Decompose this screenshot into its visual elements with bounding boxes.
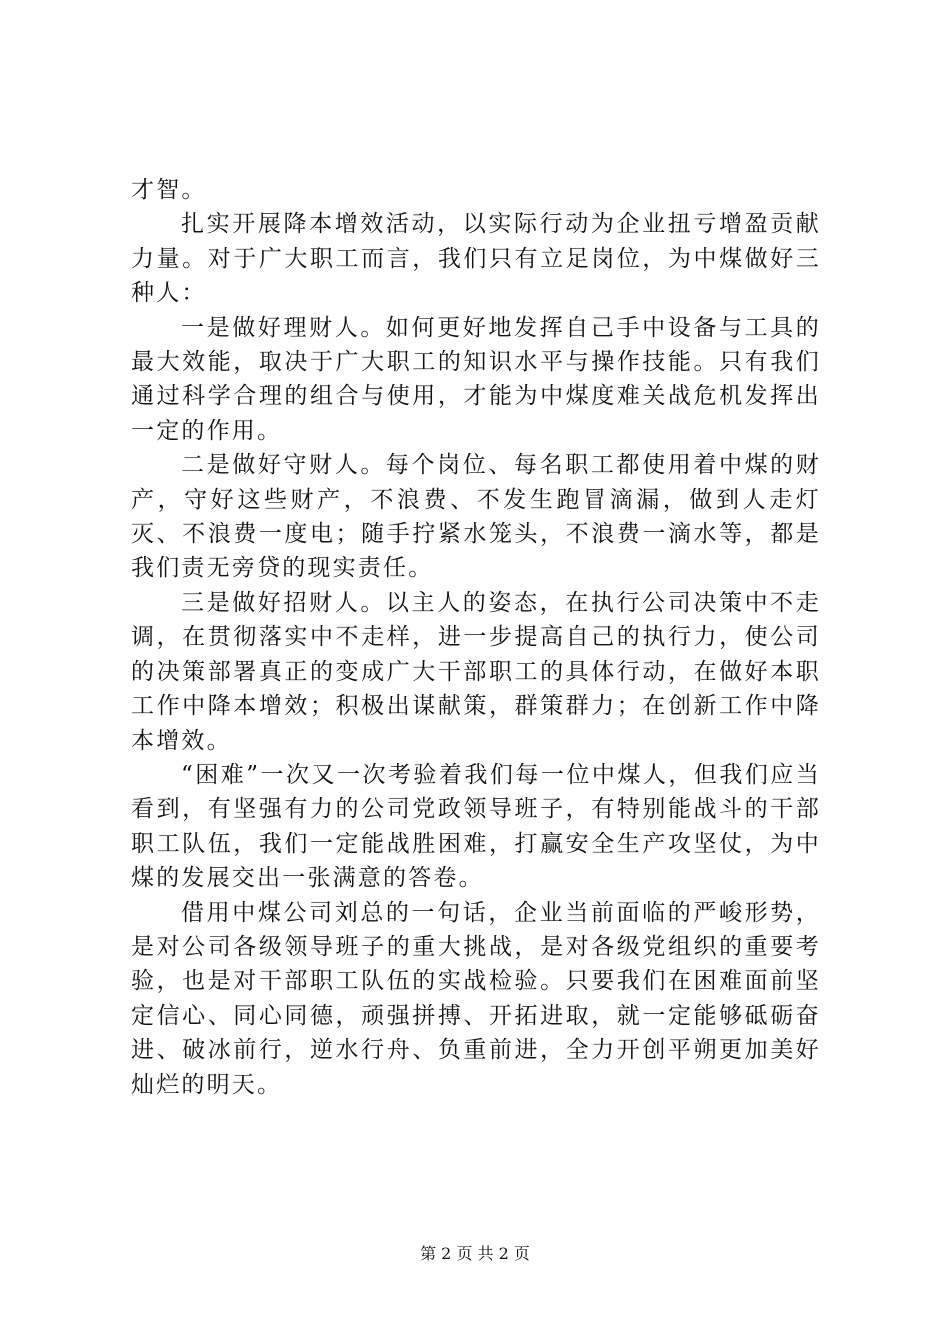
- document-body: [131, 173, 821, 1102]
- paragraph: “困难”一次又一次考验着我们每一位中煤人，但我们应当看到，有坚强有力的公司党政领导班子，有特别能战斗的干部职工队伍，我们一定能战胜困难，打赢安全生产攻坚仗，为中煤的发展交出一张满意的答卷。: [131, 761, 821, 892]
- page-number-footer: 第 2 页 共 2 页: [420, 1244, 530, 1263]
- paragraph-continuation: 才智。: [131, 177, 207, 203]
- paragraph: 扎实开展降本增效活动，以实际行动为企业扭亏增盈贡献力量。对于广大职工而言，我们只有立足岗位，为中煤做好三种人：: [131, 211, 821, 307]
- paragraph: 借用中煤公司刘总的一句话，企业当前面临的严峻形势，是对公司各级领导班子的重大挑战，是对各级党组织的重要考验，也是对干部职工队伍的实战检验。只要我们在困难面前坚定信心、同心同德，顽强拼搏、开拓进取，就一定能够砥砺奋进、破冰前行，逆水行舟、负重前进，全力开创平朔更加美好灿烂的明天。: [131, 899, 821, 1098]
- paragraph: 一是做好理财人。如何更好地发挥自己手中设备与工具的最大效能，取决于广大职工的知识水平与操作技能。只有我们通过科学合理的组合与使用，才能为中煤度难关战危机发挥出一定的作用。: [131, 314, 821, 444]
- paragraph: 二是做好守财人。每个岗位、每名职工都使用着中煤的财产，守好这些财产，不浪费、不发生跑冒滴漏，做到人走灯灭、不浪费一度电；随手拧紧水笼头，不浪费一滴水等，都是我们责无旁贷的现实责任。: [131, 452, 821, 582]
- paragraph: 三是做好招财人。以主人的姿态，在执行公司决策中不走调，在贯彻落实中不走样，进一步提高自己的执行力，使公司的决策部署真正的变成广大干部职工的具体行动，在做好本职工作中降本增效；积极出谋献策，群策群力；在创新工作中降本增效。: [131, 589, 821, 754]
